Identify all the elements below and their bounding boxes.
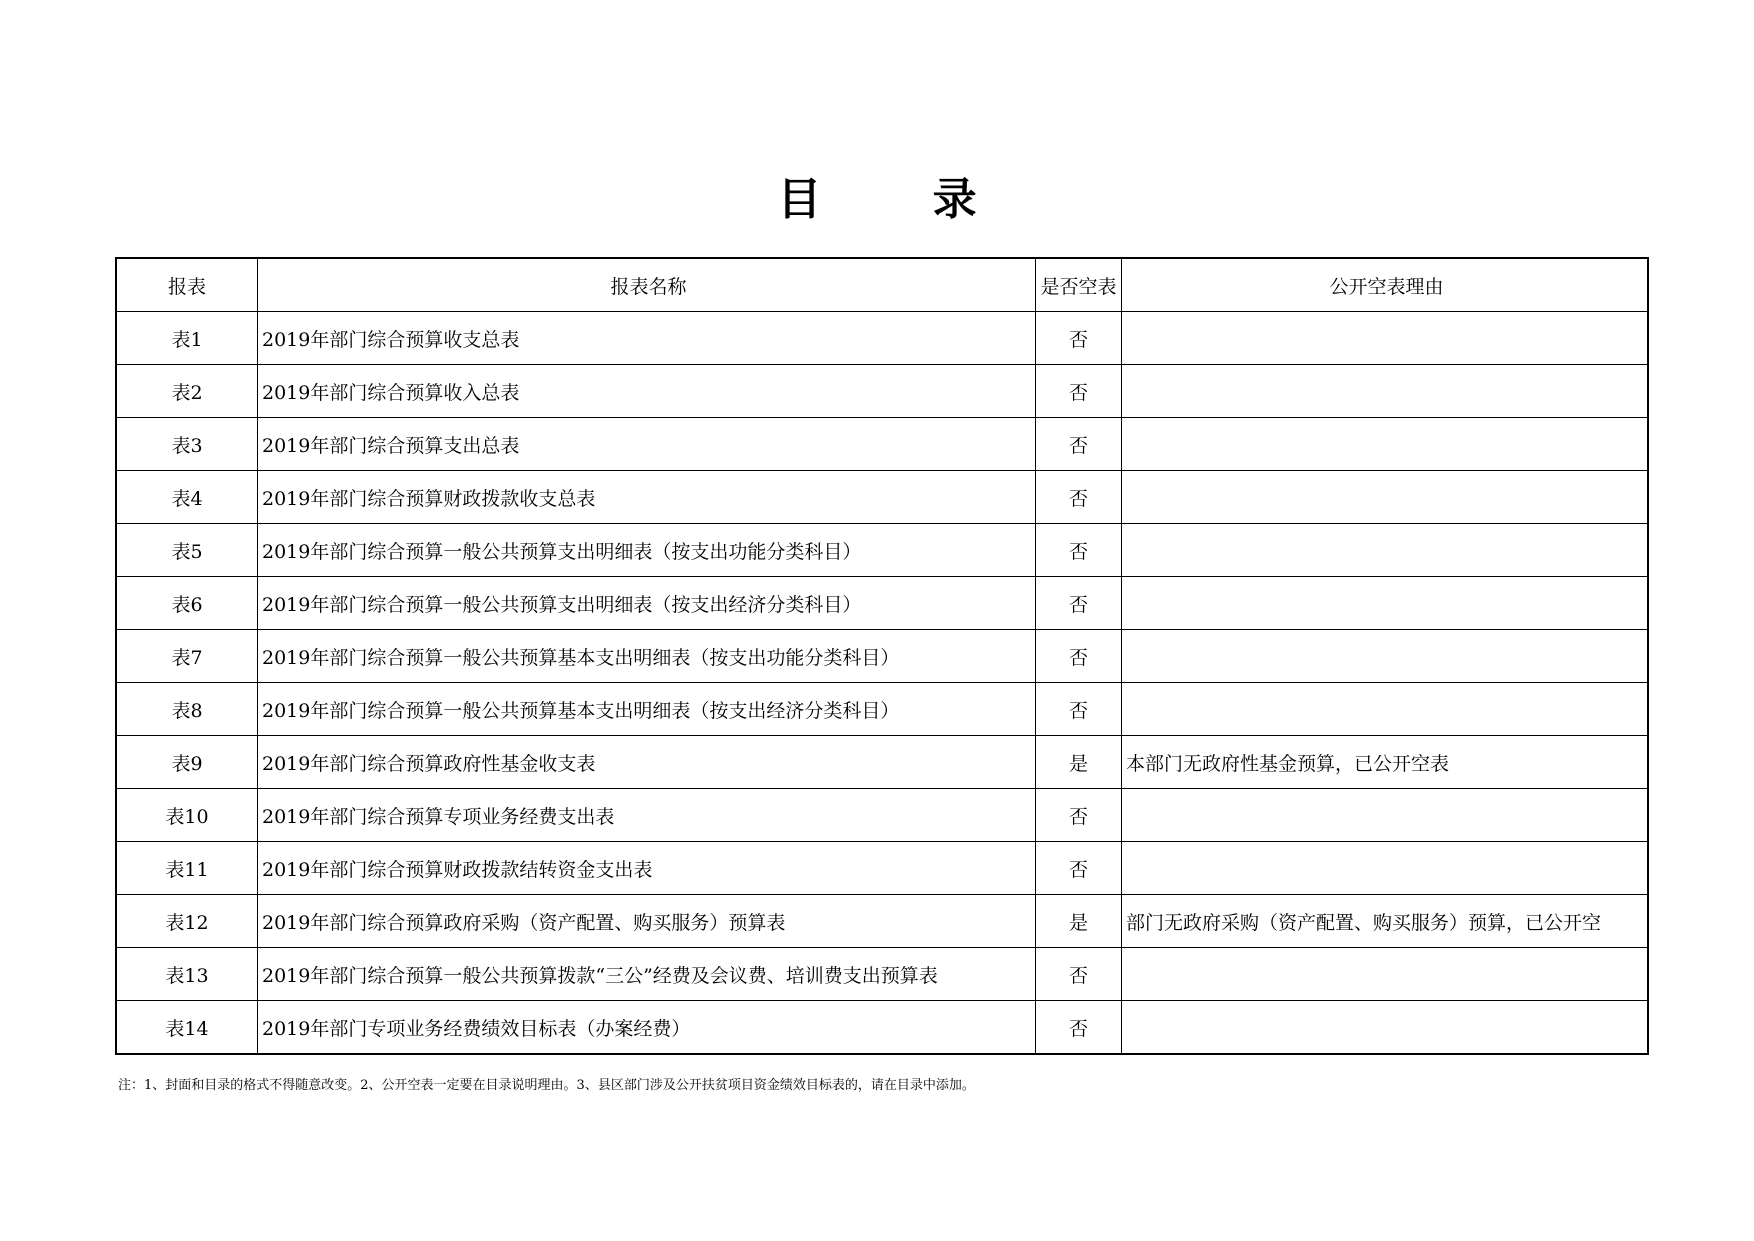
table-row	[116, 1001, 1648, 1055]
empty-reason-cell	[1122, 1001, 1649, 1055]
is-empty-cell: 否	[1036, 842, 1122, 895]
table-row	[116, 471, 1648, 524]
empty-reason-cell	[1122, 842, 1649, 895]
report-name-cell: 2019年部门综合预算专项业务经费支出表	[258, 789, 1036, 842]
is-empty-cell: 否	[1036, 630, 1122, 683]
is-empty-cell: 否	[1036, 789, 1122, 842]
table-row	[116, 948, 1648, 1001]
table-row	[116, 418, 1648, 471]
table-header-row	[116, 258, 1648, 312]
report-no-cell: 表5	[116, 524, 258, 577]
is-empty-cell: 否	[1036, 683, 1122, 736]
is-empty-cell: 是	[1036, 895, 1122, 948]
header-report-no: 报表	[116, 258, 258, 312]
is-empty-cell: 否	[1036, 471, 1122, 524]
empty-reason-cell	[1122, 524, 1649, 577]
table-row	[116, 789, 1648, 842]
report-name-cell: 2019年部门综合预算一般公共预算拨款“三公”经费及会议费、培训费支出预算表	[258, 948, 1036, 1001]
report-no-cell: 表2	[116, 365, 258, 418]
report-name-cell: 2019年部门综合预算支出总表	[258, 418, 1036, 471]
page-title: 目 录	[777, 174, 1025, 225]
is-empty-cell: 否	[1036, 577, 1122, 630]
empty-reason-cell	[1122, 683, 1649, 736]
table-row	[116, 577, 1648, 630]
toc-body	[116, 312, 1648, 1055]
empty-reason-cell	[1122, 312, 1649, 365]
is-empty-cell: 否	[1036, 312, 1122, 365]
report-no-cell: 表12	[116, 895, 258, 948]
report-no-cell: 表3	[116, 418, 258, 471]
report-name-cell: 2019年部门综合预算一般公共预算基本支出明细表（按支出功能分类科目）	[258, 630, 1036, 683]
header-report-name: 报表名称	[258, 258, 1036, 312]
report-no-cell: 表4	[116, 471, 258, 524]
report-name-cell: 2019年部门综合预算政府采购（资产配置、购买服务）预算表	[258, 895, 1036, 948]
report-no-cell: 表13	[116, 948, 258, 1001]
empty-reason-cell	[1122, 471, 1649, 524]
table-row	[116, 365, 1648, 418]
table-row	[116, 842, 1648, 895]
is-empty-cell: 否	[1036, 524, 1122, 577]
report-name-cell: 2019年部门综合预算财政拨款收支总表	[258, 471, 1036, 524]
empty-reason-cell	[1122, 789, 1649, 842]
table-row	[116, 683, 1648, 736]
table-row	[116, 736, 1648, 789]
report-name-cell: 2019年部门综合预算一般公共预算支出明细表（按支出经济分类科目）	[258, 577, 1036, 630]
table-row	[116, 524, 1648, 577]
header-empty-reason: 公开空表理由	[1122, 258, 1649, 312]
report-no-cell: 表9	[116, 736, 258, 789]
report-name-cell: 2019年部门综合预算一般公共预算基本支出明细表（按支出经济分类科目）	[258, 683, 1036, 736]
report-no-cell: 表11	[116, 842, 258, 895]
is-empty-cell: 是	[1036, 736, 1122, 789]
header-is-empty: 是否空表	[1036, 258, 1122, 312]
report-name-cell: 2019年部门综合预算政府性基金收支表	[258, 736, 1036, 789]
empty-reason-cell	[1122, 948, 1649, 1001]
report-name-cell: 2019年部门综合预算收入总表	[258, 365, 1036, 418]
report-name-cell: 2019年部门综合预算一般公共预算支出明细表（按支出功能分类科目）	[258, 524, 1036, 577]
report-no-cell: 表7	[116, 630, 258, 683]
report-no-cell: 表14	[116, 1001, 258, 1055]
is-empty-cell: 否	[1036, 418, 1122, 471]
empty-reason-cell	[1122, 418, 1649, 471]
report-no-cell: 表1	[116, 312, 258, 365]
report-name-cell: 2019年部门专项业务经费绩效目标表（办案经费）	[258, 1001, 1036, 1055]
toc-table	[115, 257, 1649, 1055]
report-name-cell: 2019年部门综合预算收支总表	[258, 312, 1036, 365]
is-empty-cell: 否	[1036, 1001, 1122, 1055]
footnote: 注：1、封面和目录的格式不得随意改变。2、公开空表一定要在目录说明理由。3、县区部门涉及公开扶贫项目资金绩效目标表的，请在目录中添加。	[118, 1078, 975, 1093]
empty-reason-cell	[1122, 365, 1649, 418]
report-name-cell: 2019年部门综合预算财政拨款结转资金支出表	[258, 842, 1036, 895]
report-no-cell: 表8	[116, 683, 258, 736]
empty-reason-cell: 部门无政府采购（资产配置、购买服务）预算，已公开空	[1122, 895, 1649, 948]
report-no-cell: 表10	[116, 789, 258, 842]
is-empty-cell: 否	[1036, 948, 1122, 1001]
table-row	[116, 312, 1648, 365]
empty-reason-cell: 本部门无政府性基金预算，已公开空表	[1122, 736, 1649, 789]
is-empty-cell: 否	[1036, 365, 1122, 418]
table-row	[116, 630, 1648, 683]
empty-reason-cell	[1122, 630, 1649, 683]
report-no-cell: 表6	[116, 577, 258, 630]
empty-reason-cell	[1122, 577, 1649, 630]
table-row	[116, 895, 1648, 948]
